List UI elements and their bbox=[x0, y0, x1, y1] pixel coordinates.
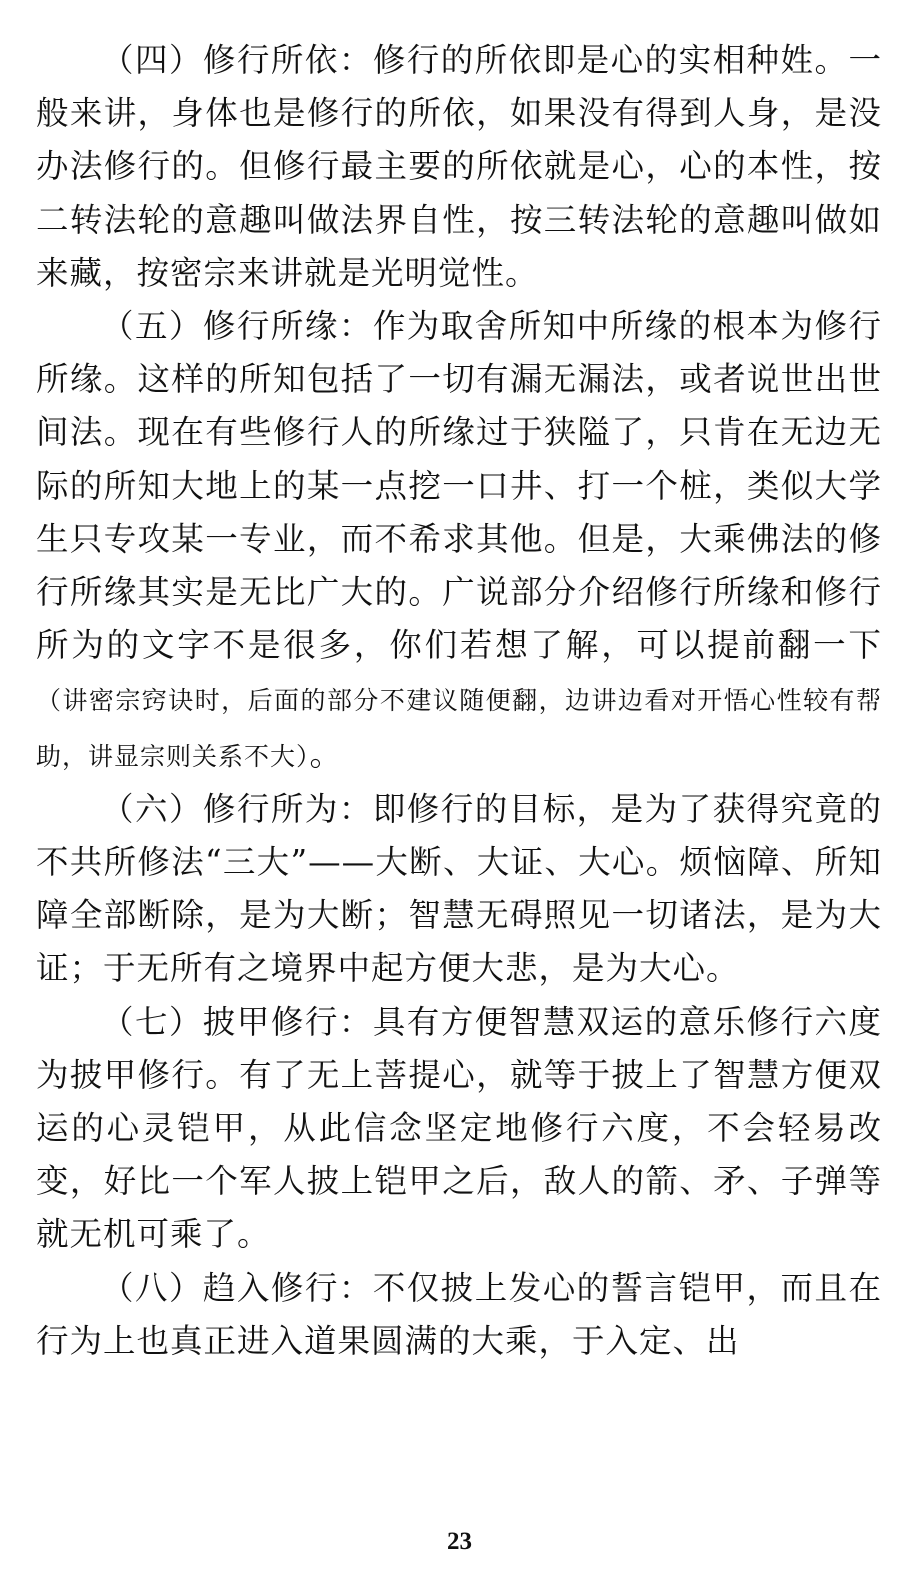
paragraph-text: （四）修行所依：修行的所依即是心的实相种姓。一般来讲，身体也是修行的所依，如果没有得到人身，是没办法修行的。但修行最主要的所依就是心，心的本性，按二转法轮的意趣叫做法界自性，按三转法轮的意趣叫做如来藏，按密宗来讲就是光明觉性。 bbox=[36, 41, 882, 292]
page-body bbox=[36, 34, 882, 1368]
paragraph-xiuxing-suowei bbox=[36, 783, 882, 996]
paragraph-quru-xiuxing bbox=[36, 1262, 882, 1368]
paragraph-text: （五）修行所缘：作为取舍所知中所缘的根本为修行所缘。这样的所知包括了一切有漏无漏法，或者说世出世间法。现在有些修行人的所缘过于狭隘了，只肯在无边无际的所知大地上的某一点挖一口井、打一个桩，类似大学生只专攻某一专业，而不希求其他。但是，大乘佛法的修行所缘其实是无比广大的。广说部分介绍修行所缘和修行所为的文字不是很多，你们若想了解，可以提前翻一下 bbox=[36, 307, 882, 665]
paragraph-pijia-xiuxing bbox=[36, 996, 882, 1262]
paragraph-text: （八）趋入修行：不仅披上发心的誓言铠甲，而且在行为上也真正进入道果圆满的大乘，于入定、出 bbox=[36, 1268, 882, 1360]
paragraph-xiuxing-suoyuan bbox=[36, 300, 882, 783]
paragraph-text: （六）修行所为：即修行的目标，是为了获得究竟的不共所修法“三大”——大断、大证、大心。烦恼障、所知障全部断除，是为大断；智慧无碍照见一切诸法，是为大证；于无所有之境界中起方便大悲，是为大心。 bbox=[36, 789, 882, 988]
paragraph-tail: 。 bbox=[309, 734, 344, 773]
page-number: 23 bbox=[447, 1528, 472, 1555]
paragraph-xiuxing-suoyi bbox=[36, 34, 882, 300]
parenthetical-note: （讲密宗窍诀时，后面的部分不建议随便翻，边讲边看对开悟心性较有帮助，讲显宗则关系不大） bbox=[36, 686, 882, 771]
paragraph-text: （七）披甲修行：具有方便智慧双运的意乐修行六度为披甲修行。有了无上菩提心，就等于披上了智慧方便双运的心灵铠甲，从此信念坚定地修行六度，不会轻易改变，好比一个军人披上铠甲之后，敌人的箭、矛、子弹等就无机可乘了。 bbox=[36, 1002, 882, 1254]
